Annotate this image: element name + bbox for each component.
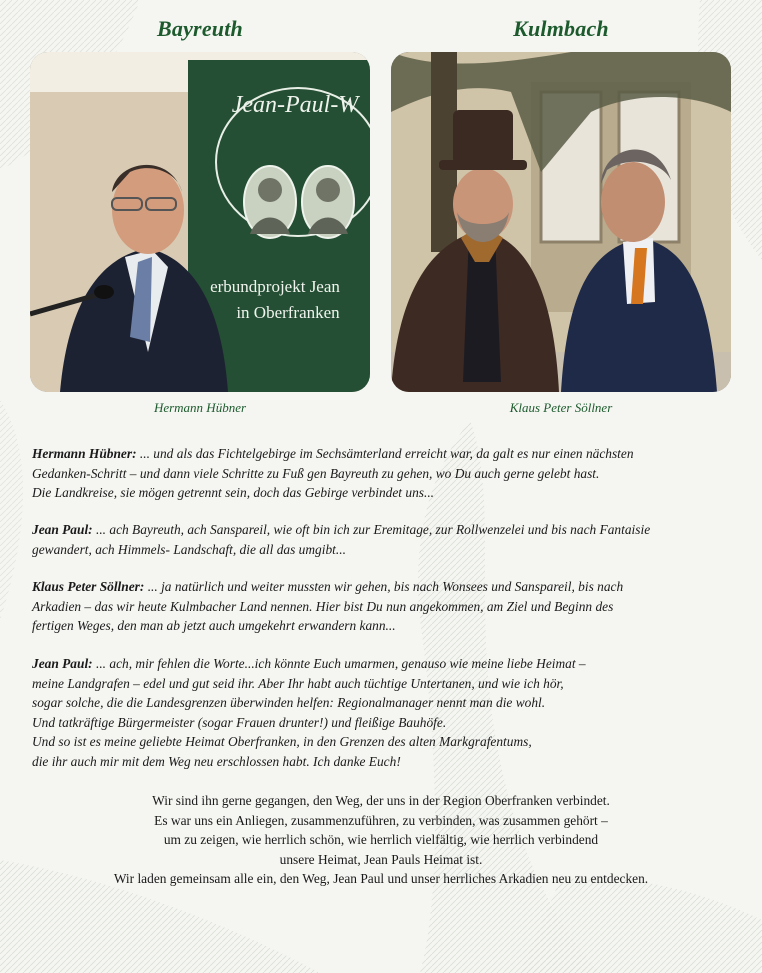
dialog-line: ... und als das Fichtelgebirge im Sechsämterland erreicht war, da galt es nur einen nächsten bbox=[136, 446, 634, 461]
dialog-line: meine Landgrafen – edel und gut seid ihr. Aber Ihr habt auch tüchtige Untertanen, und wie ich hör, bbox=[32, 675, 564, 691]
heading-kulmbach: Kulmbach bbox=[513, 16, 609, 41]
photo-hermann-huebner bbox=[30, 52, 370, 392]
speaker-name: Jean Paul: bbox=[32, 656, 93, 671]
speaker-name: Klaus Peter Söllner: bbox=[32, 579, 145, 594]
dialog-block-jean-paul-2 bbox=[32, 654, 732, 771]
dialog-line: Arkadien – das wir heute Kulmbacher Land nennen. Hier bist Du nun angekommen, am Ziel und Beginn des bbox=[32, 598, 614, 614]
closing-line: unsere Heimat, Jean Pauls Heimat ist. bbox=[279, 851, 483, 867]
dialog-line: fertigen Weges, den man ab jetzt auch umgekehrt erwandern kann... bbox=[32, 618, 396, 633]
banner-text-2: in Oberfranken bbox=[236, 303, 340, 322]
banner-logo: Jean-Paul-W bbox=[231, 92, 359, 118]
dialog-line: Und tatkräftige Bürgermeister (sogar Frauen drunter!) und fleißige Bauhöfe. bbox=[32, 714, 447, 730]
speaker-name: Jean Paul: bbox=[32, 522, 93, 537]
closing-line: Es war uns ein Anliegen, zusammenzuführen, zu verbinden, was zusammen gehört – bbox=[154, 812, 608, 828]
closing-line: Wir laden gemeinsam alle ein, den Weg, Jean Paul und unser herrliches Arkadien neu zu entdecken. bbox=[113, 871, 649, 886]
dialog-line: Und so ist es meine geliebte Heimat Oberfranken, in den Grenzen des alten Markgrafentums, bbox=[32, 734, 532, 749]
closing-line: Wir sind ihn gerne gegangen, den Weg, der uns in der Region Oberfranken verbindet. bbox=[152, 793, 610, 808]
dialog-block-jean-paul-1 bbox=[32, 520, 732, 559]
dialog-line: gewandert, ach Himmels- Landschaft, die all das umgibt... bbox=[32, 541, 346, 557]
dialog-line: ... ach Bayreuth, ach Sanspareil, wie oft bin ich zur Eremitage, zur Rollwenzelei und bis nach Fantaisie bbox=[92, 522, 651, 537]
dialog-line: Die Landkreise, sie mögen getrennt sein, doch das Gebirge verbindet uns... bbox=[32, 485, 435, 500]
dialog-block-hermann-huebner bbox=[32, 444, 732, 503]
caption-hermann-huebner: Hermann Hübner bbox=[153, 400, 247, 415]
dialog-line: sogar solche, die die Landesgrenzen überwinden helfen: Regionalmanager nennt man die wohl. bbox=[32, 695, 546, 710]
dialog-line: Gedanken-Schritt – und dann viele Schritte zu Fuß gen Bayreuth zu gehen, wo Du auch gerne gelebt hast. bbox=[32, 465, 600, 481]
caption-klaus-peter-soellner: Klaus Peter Söllner bbox=[509, 400, 613, 415]
heading-bayreuth: Bayreuth bbox=[157, 16, 243, 41]
dialog-line: die ihr auch mir mit dem Weg neu erschlossen habt. Ich danke Euch! bbox=[32, 753, 401, 769]
banner-text-1: erbundprojekt Jean bbox=[210, 277, 340, 296]
dialog-line: ... ach, mir fehlen die Worte...ich könnte Euch umarmen, genauso wie meine liebe Heimat – bbox=[92, 656, 586, 671]
speaker-name: Hermann Hübner: bbox=[32, 446, 137, 461]
closing-paragraph bbox=[30, 791, 732, 889]
photo-klaus-peter-soellner bbox=[391, 52, 731, 392]
closing-line: um zu zeigen, wie herrlich schön, wie herrlich vielfältig, wie herrlich verbindend bbox=[163, 832, 599, 847]
dialog-block-klaus-peter-soellner bbox=[32, 577, 732, 636]
dialog-line: ... ja natürlich und weiter mussten wir gehen, bis nach Wonsees und Sanspareil, bis nach bbox=[144, 579, 624, 594]
